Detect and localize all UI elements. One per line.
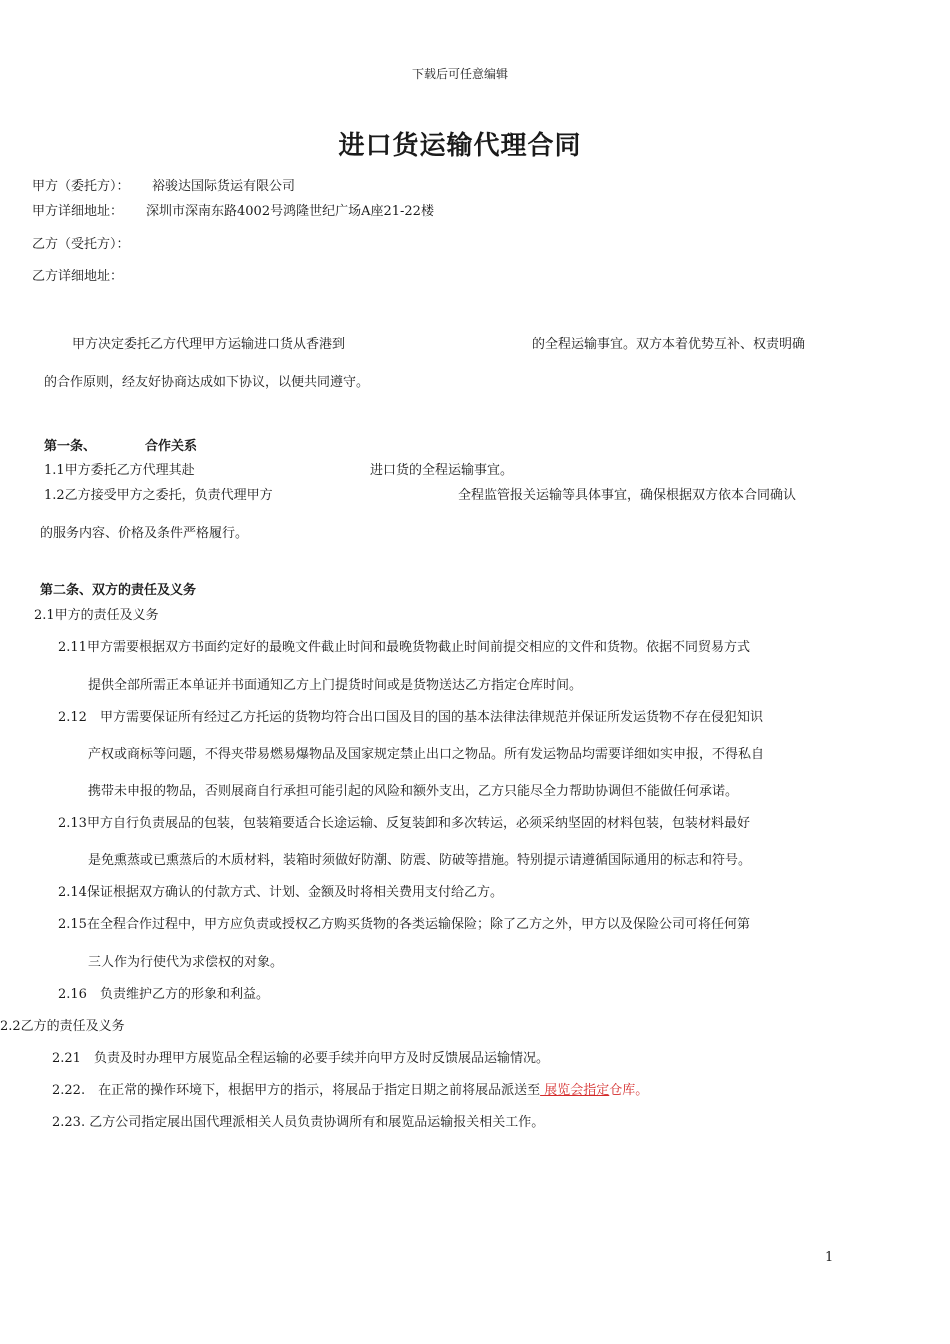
clause-2-11-line1: 2.11甲方需要根据双方书面约定好的最晚文件截止时间和最晚货物截止时间前提交相应的文件和货物。依据不同贸易方式 [58, 640, 750, 655]
clause-2-22-text: 2.22. 在正常的操作环境下，根据甲方的指示，将展品于指定日期之前将展品派送至 [52, 1083, 541, 1098]
article1-heading-number: 第一条、 [44, 439, 97, 454]
section-2-1-heading: 2.1甲方的责任及义务 [34, 608, 159, 623]
party-b-address-label: 乙方详细地址： [32, 269, 124, 284]
clause-1-1-part-b: 进口货的全程运输事宜。 [370, 463, 514, 478]
clause-2-15-line2: 三人作为行使代为求偿权的对象。 [88, 955, 284, 970]
page-number: 1 [825, 1250, 834, 1265]
clause-2-15-line1: 2.15在全程合作过程中，甲方应负责或授权乙方购买货物的各类运输保险；除了乙方之外，甲方以及保险公司可将任何第 [58, 917, 750, 932]
party-a-label: 甲方（委托方）： [32, 179, 130, 194]
header-note: 下载后可任意编辑 [411, 67, 508, 81]
clause-2-12-line3: 携带未申报的物品，否则展商自行承担可能引起的风险和额外支出，乙方只能尽全力帮助协调但不能做任何承诺。 [88, 784, 739, 799]
party-a-address-label: 甲方详细地址： [32, 204, 124, 219]
party-a-address: 深圳市深南东路4002号鸿隆世纪广场A座21-22楼 [146, 204, 434, 219]
page-title: 进口货运输代理合同 [338, 131, 582, 161]
clause-1-2-line2: 的服务内容、价格及条件严格履行。 [40, 526, 249, 541]
clause-1-2-part-b: 全程监管报关运输等具体事宜，确保根据双方依本合同确认 [458, 488, 797, 503]
clause-2-22-highlight-underlined: 展览会指定 [540, 1083, 610, 1098]
clause-2-13-line1: 2.13甲方自行负责展品的包装，包装箱要适合长途运输、反复装卸和多次转运，必须采纳坚固的材料包装，包装材料最好 [58, 816, 750, 831]
party-b-label: 乙方（受托方）： [32, 237, 130, 252]
party-a-name: 裕骏达国际货运有限公司 [152, 179, 296, 194]
clause-2-21: 2.21 负责及时办理甲方展览品全程运输的必要手续并向甲方及时反馈展品运输情况。 [52, 1051, 549, 1066]
clause-1-1-part-a: 1.1甲方委托乙方代理其赴 [44, 463, 195, 478]
clause-2-12-line1: 2.12 甲方需要保证所有经过乙方托运的货物均符合出口国及目的国的基本法律法律规范并保证所发运货物不存在侵犯知识 [58, 710, 763, 725]
clause-2-12-line2: 产权或商标等问题，不得夹带易燃易爆物品及国家规定禁止出口之物品。所有发运物品均需要详细如实申报，不得私自 [88, 747, 765, 762]
clause-2-14: 2.14保证根据双方确认的付款方式、计划、金额及时将相关费用支付给乙方。 [58, 885, 503, 900]
clause-2-13-line2: 是免熏蒸或已熏蒸后的木质材料，装箱时须做好防潮、防震、防破等措施。特别提示请遵循国际通用的标志和符号。 [88, 853, 752, 868]
intro-part1: 甲方决定委托乙方代理甲方运输进口货从香港到 [72, 337, 346, 352]
clause-2-11-line2: 提供全部所需正本单证并书面通知乙方上门提货时间或是货物送达乙方指定仓库时间。 [88, 678, 583, 693]
article2-heading: 第二条、双方的责任及义务 [40, 583, 197, 598]
clause-2-22 [52, 1084, 648, 1097]
clause-2-23: 2.23. 乙方公司指定展出国代理派相关人员负责协调所有和展览品运输报关相关工作。 [52, 1115, 545, 1130]
intro-line2: 的合作原则，经友好协商达成如下协议，以便共同遵守。 [44, 375, 370, 390]
clause-2-16: 2.16 负责维护乙方的形象和利益。 [58, 987, 269, 1002]
section-2-2-heading: 2.2乙方的责任及义务 [0, 1019, 125, 1034]
intro-part2: 的全程运输事宜。双方本着优势互补、权责明确 [532, 337, 806, 352]
article1-heading-title: 合作关系 [145, 439, 198, 454]
clause-2-22-highlight: 仓库。 [609, 1083, 649, 1098]
clause-1-2-part-a: 1.2乙方接受甲方之委托，负责代理甲方 [44, 488, 273, 503]
